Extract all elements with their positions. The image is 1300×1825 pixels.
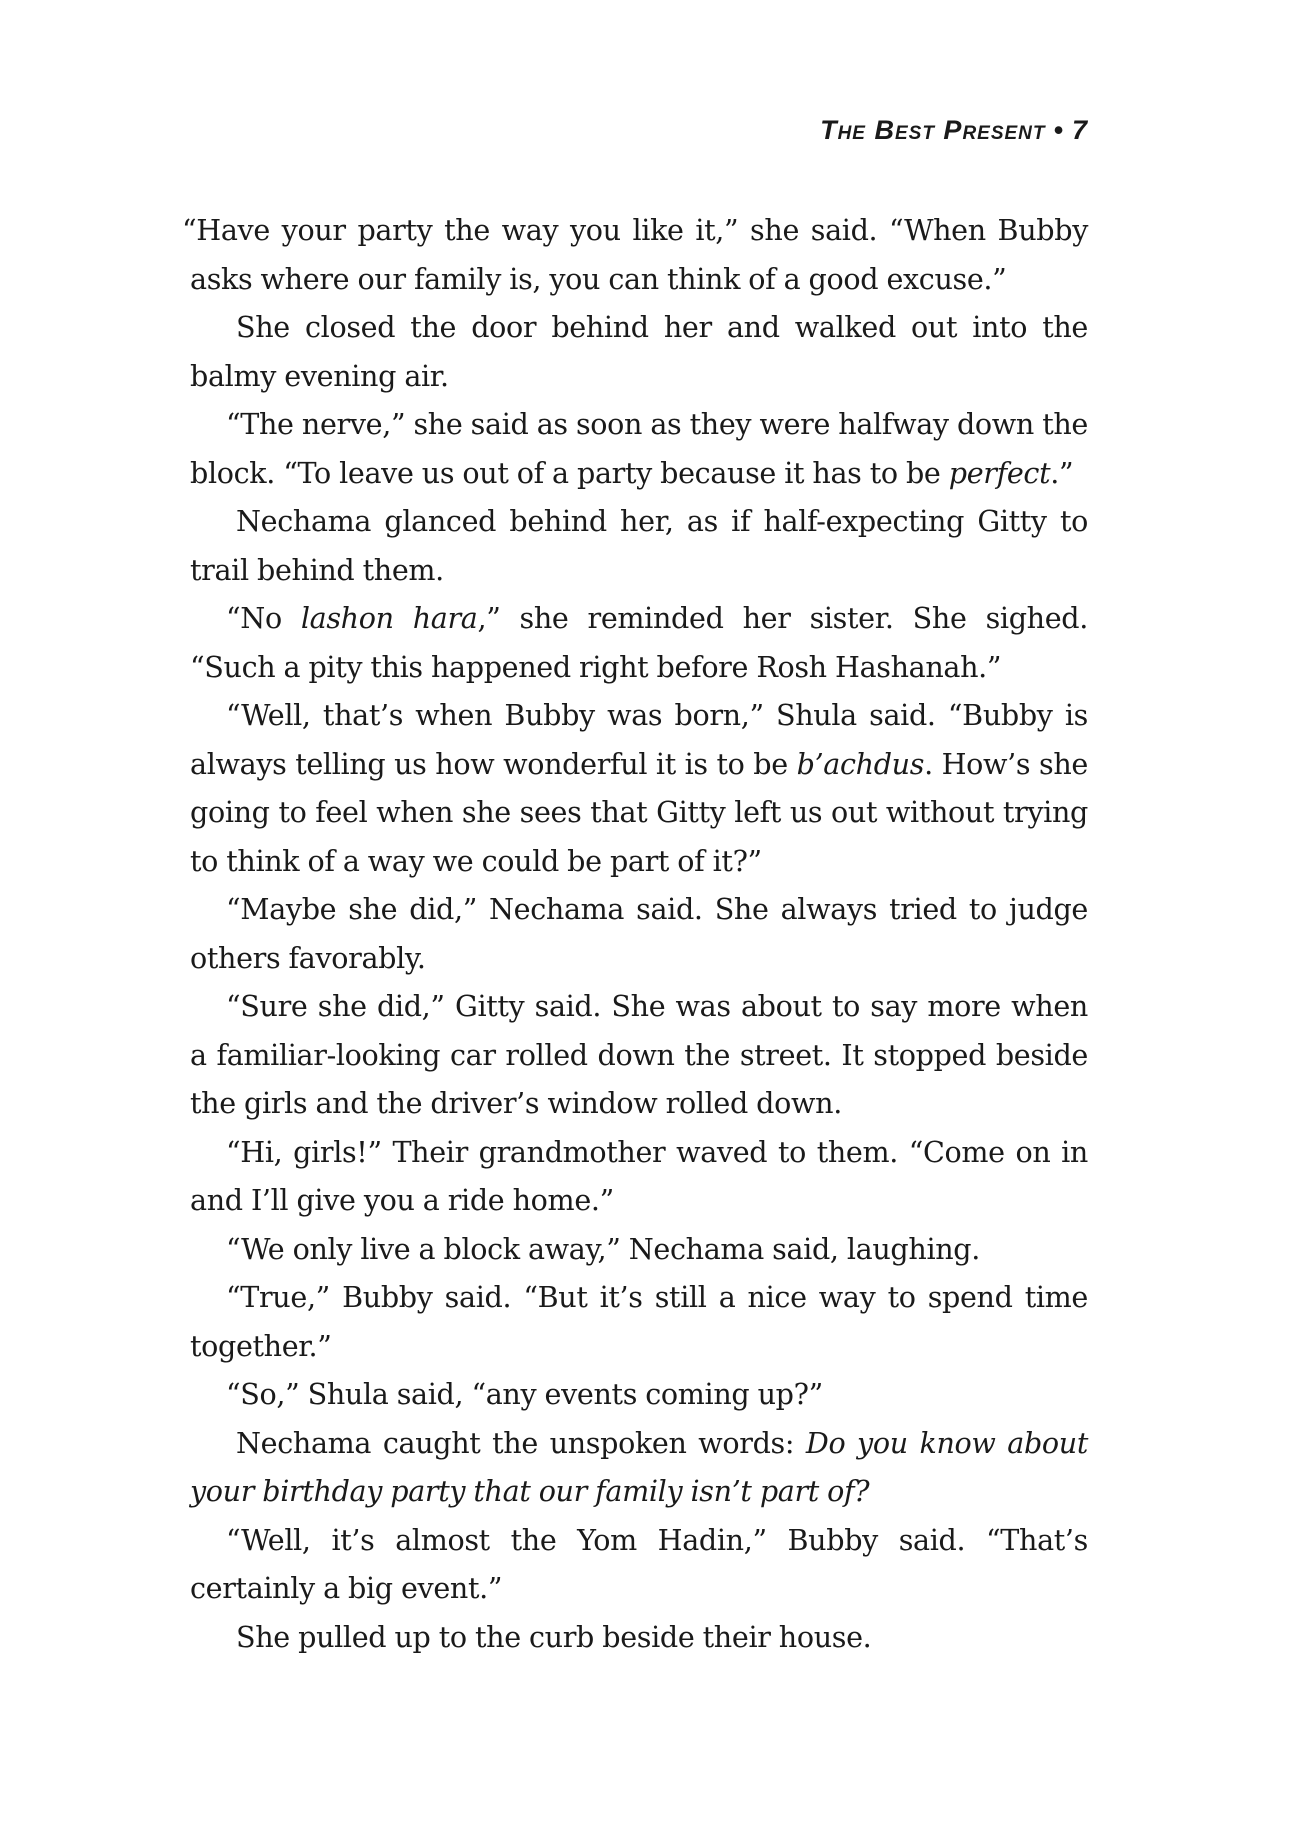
text-run: . How’s she going to feel when she sees that Gitty left us out without trying to think of a way we could be part of it?” (190, 746, 1088, 878)
paragraph (190, 594, 1088, 691)
paragraph (190, 1225, 1088, 1274)
paragraph (190, 303, 1088, 400)
page-number: 7 (1071, 115, 1088, 145)
paragraph (190, 1613, 1088, 1662)
text-run: Nechama caught the unspoken words: (236, 1425, 806, 1460)
text-run: “We only live a block away,” Nechama said, laughing. (226, 1231, 981, 1266)
italic-text: b’achdus (796, 746, 925, 781)
text-run: .” (1050, 455, 1074, 490)
text-run: She pulled up to the curb beside their house. (236, 1619, 872, 1654)
text-run: “Maybe she did,” Nechama said. She always tried to judge others favorably. (190, 892, 1088, 975)
text-run: “So,” Shula said, “any events coming up?” (226, 1377, 823, 1411)
paragraph (190, 885, 1088, 982)
paragraph (190, 1419, 1088, 1516)
paragraph (190, 1273, 1088, 1370)
italic-text: Do you know about your birthday party that our family isn’t part of? (190, 1425, 1088, 1508)
paragraph (190, 982, 1088, 1128)
paragraph (182, 206, 1088, 303)
text-run: ,” she reminded her sister. She sighed. “Such a pity this happened right before Rosh Hashanah.” (190, 601, 1088, 684)
text-run: Nechama glanced behind her, as if half-expecting Gitty to trail behind them. (190, 504, 1088, 587)
running-header (820, 112, 1088, 148)
text-run: “Well, that’s when Bubby was born,” Shula said. “Bubby is always telling us how wonderful it is to be (190, 698, 1088, 781)
text-run: “No (226, 601, 301, 635)
text-run: “The nerve,” she said as soon as they were halfway down the block. “To leave us out of a party because it has to be (190, 407, 1088, 490)
paragraph (190, 1516, 1088, 1613)
header-separator: • (1053, 115, 1064, 145)
text-run: “Have your party the way you like it,” she said. “When Bubby asks where our family is, you can think of a good excuse.” (182, 213, 1088, 296)
text-run: “True,” Bubby said. “But it’s still a nice way to spend time together.” (190, 1280, 1088, 1363)
text-run: “Sure she did,” Gitty said. She was about to say more when a familiar-looking car rolled down the street. It stopped beside the girls and the driver’s window rolled down. (190, 989, 1088, 1120)
running-header-title: The Best Present (820, 115, 1046, 145)
paragraph (190, 1370, 1088, 1419)
italic-text: lashon hara (300, 601, 478, 635)
paragraph (190, 691, 1088, 885)
body-text (182, 206, 1088, 1661)
paragraph (190, 1128, 1088, 1225)
italic-text: perfect (948, 455, 1051, 490)
text-run: “Well, it’s almost the Yom Hadin,” Bubby said. “That’s certainly a big event.” (190, 1522, 1088, 1605)
text-run: She closed the door behind her and walked out into the balmy evening air. (190, 310, 1088, 393)
paragraph (190, 497, 1088, 594)
text-run: “Hi, girls!” Their grandmother waved to them. “Come on in and I’ll give you a ride home.” (190, 1134, 1088, 1217)
paragraph (190, 400, 1088, 497)
